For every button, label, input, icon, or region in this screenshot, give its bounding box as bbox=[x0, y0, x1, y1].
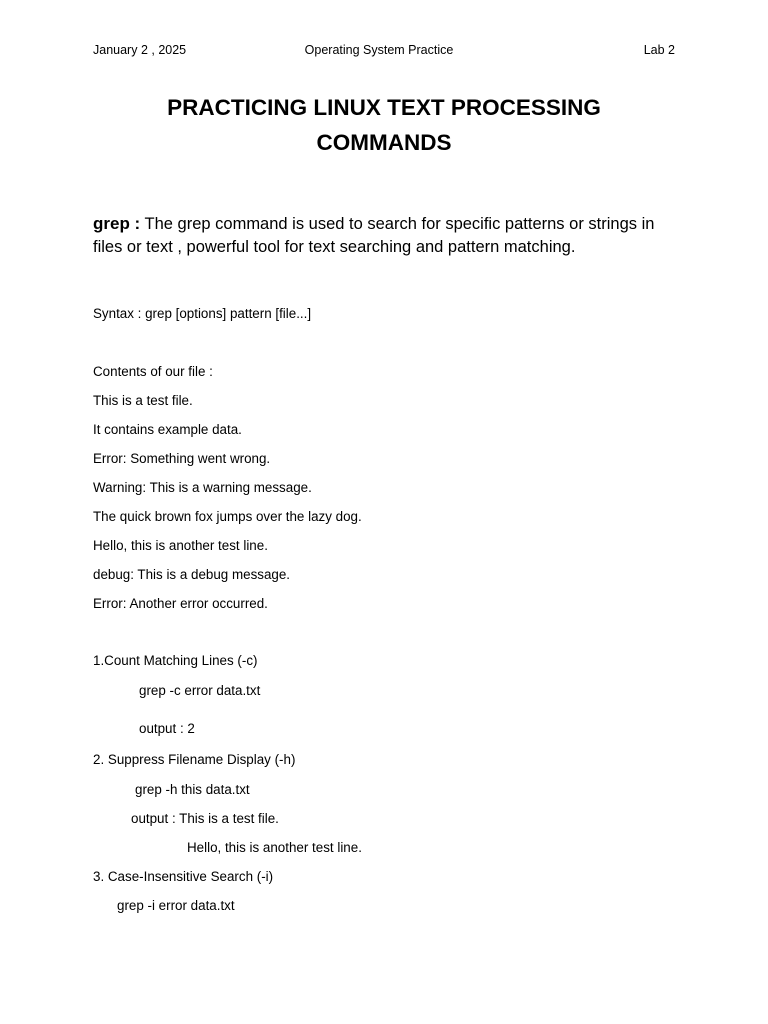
header-date: January 2 , 2025 bbox=[93, 43, 187, 57]
file-line: It contains example data. bbox=[93, 422, 242, 437]
example-output: output : 2 bbox=[139, 721, 195, 736]
grep-term: grep : bbox=[93, 214, 141, 233]
file-line: Warning: This is a warning message. bbox=[93, 480, 312, 495]
example-output: output : This is a test file. bbox=[131, 811, 279, 826]
page-header bbox=[93, 43, 675, 59]
example-command: grep -c error data.txt bbox=[139, 683, 261, 698]
contents-label: Contents of our file : bbox=[93, 364, 213, 379]
document-title bbox=[93, 90, 675, 160]
file-line: debug: This is a debug message. bbox=[93, 567, 291, 582]
file-line: This is a test file. bbox=[93, 393, 193, 408]
file-line: Hello, this is another test line. bbox=[93, 538, 268, 553]
example-heading: 3. Case-Insensitive Search (-i) bbox=[93, 869, 274, 884]
syntax-line: Syntax : grep [options] pattern [file...] bbox=[93, 306, 312, 321]
file-line: Error: Something went wrong. bbox=[93, 451, 271, 466]
example-command: grep -i error data.txt bbox=[117, 898, 235, 913]
example-heading: 1.Count Matching Lines (-c) bbox=[93, 653, 258, 668]
title-line-2: COMMANDS bbox=[316, 130, 452, 155]
example-heading: 2. Suppress Filename Display (-h) bbox=[93, 752, 296, 767]
file-line: The quick brown fox jumps over the lazy dog. bbox=[93, 509, 362, 524]
example-command: grep -h this data.txt bbox=[135, 782, 250, 797]
grep-description: The grep command is used to search for specific patterns or strings in files or text , powerful tool for text searching and pattern matching. bbox=[93, 215, 655, 256]
grep-intro-paragraph bbox=[93, 212, 678, 259]
header-lab: Lab 2 bbox=[643, 43, 675, 57]
file-line: Error: Another error occurred. bbox=[93, 596, 268, 611]
example-output-continued: Hello, this is another test line. bbox=[187, 840, 362, 855]
header-course: Operating System Practice bbox=[304, 43, 454, 57]
title-line-1: PRACTICING LINUX TEXT PROCESSING bbox=[167, 95, 601, 120]
